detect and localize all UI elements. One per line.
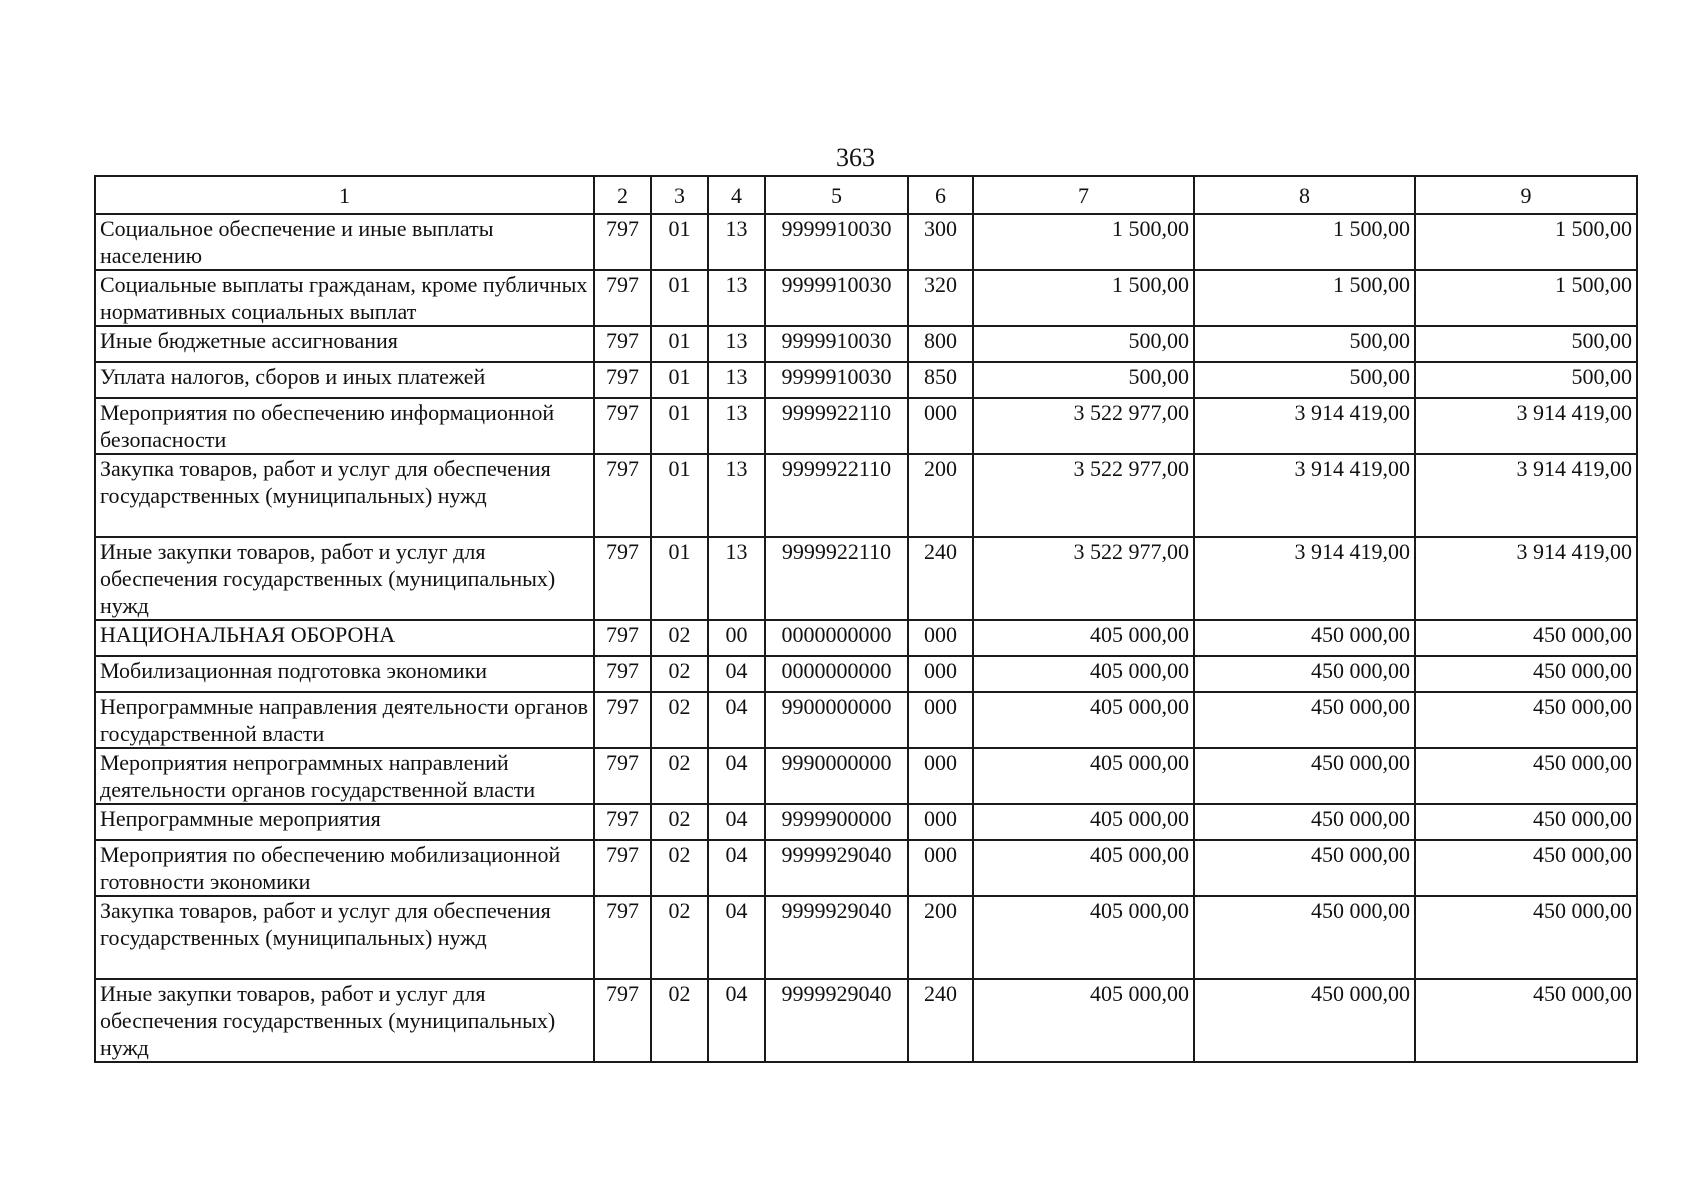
- cell-section: 02: [651, 620, 708, 656]
- cell-target-article: 9999922110: [765, 454, 908, 537]
- cell-amount-year-1: 1 500,00: [973, 270, 1194, 326]
- cell-target-article: 9999910030: [765, 270, 908, 326]
- table-row: [95, 979, 1637, 1062]
- cell-name: Мероприятия непрограммных направлений деятельности органов государственной власти: [95, 748, 594, 804]
- cell-amount-year-2: 450 000,00: [1194, 620, 1415, 656]
- cell-target-article: 9999910030: [765, 214, 908, 270]
- cell-ministry-code: 797: [594, 398, 651, 454]
- cell-amount-year-1: 3 522 977,00: [973, 537, 1194, 620]
- cell-target-article: 9990000000: [765, 748, 908, 804]
- cell-name: Иные закупки товаров, работ и услуг для обеспечения государственных (муниципальных) нужд: [95, 537, 594, 620]
- cell-amount-year-1: 405 000,00: [973, 979, 1194, 1062]
- cell-amount-year-3: 3 914 419,00: [1415, 454, 1637, 537]
- cell-target-article: 9999929040: [765, 840, 908, 896]
- column-header-5: 5: [765, 176, 908, 214]
- cell-expense-type: 000: [908, 748, 973, 804]
- cell-amount-year-3: 450 000,00: [1415, 804, 1637, 840]
- page-number: 363: [836, 143, 875, 172]
- cell-subsection: 04: [708, 748, 765, 804]
- cell-amount-year-3: 500,00: [1415, 362, 1637, 398]
- cell-target-article: 9999929040: [765, 979, 908, 1062]
- cell-amount-year-2: 500,00: [1194, 362, 1415, 398]
- table-row: [95, 362, 1637, 398]
- cell-name: Мероприятия по обеспечению информационной безопасности: [95, 398, 594, 454]
- cell-name: Мероприятия по обеспечению мобилизационной готовности экономики: [95, 840, 594, 896]
- table-row: [95, 692, 1637, 748]
- cell-name: Социальные выплаты гражданам, кроме публичных нормативных социальных выплат: [95, 270, 594, 326]
- cell-target-article: 9999900000: [765, 804, 908, 840]
- cell-section: 01: [651, 362, 708, 398]
- cell-ministry-code: 797: [594, 214, 651, 270]
- cell-section: 02: [651, 748, 708, 804]
- cell-expense-type: 200: [908, 454, 973, 537]
- cell-section: 01: [651, 326, 708, 362]
- cell-amount-year-1: 405 000,00: [973, 656, 1194, 692]
- cell-expense-type: 000: [908, 692, 973, 748]
- cell-name: Непрограммные мероприятия: [95, 804, 594, 840]
- cell-section: 01: [651, 270, 708, 326]
- cell-subsection: 13: [708, 398, 765, 454]
- cell-section: 02: [651, 979, 708, 1062]
- cell-name: Социальное обеспечение и иные выплаты населению: [95, 214, 594, 270]
- table-row: [95, 214, 1637, 270]
- cell-amount-year-3: 450 000,00: [1415, 896, 1637, 979]
- cell-subsection: 13: [708, 362, 765, 398]
- cell-amount-year-2: 450 000,00: [1194, 656, 1415, 692]
- cell-section: 02: [651, 692, 708, 748]
- cell-subsection: 13: [708, 214, 765, 270]
- cell-name: Иные бюджетные ассигнования: [95, 326, 594, 362]
- cell-target-article: 9999910030: [765, 326, 908, 362]
- cell-amount-year-3: 450 000,00: [1415, 748, 1637, 804]
- table-row: [95, 454, 1637, 537]
- cell-amount-year-3: 1 500,00: [1415, 214, 1637, 270]
- column-header-1: 1: [95, 176, 594, 214]
- cell-amount-year-2: 450 000,00: [1194, 692, 1415, 748]
- cell-name: Иные закупки товаров, работ и услуг для обеспечения государственных (муниципальных) нужд: [95, 979, 594, 1062]
- table-header: [95, 176, 1637, 214]
- cell-ministry-code: 797: [594, 326, 651, 362]
- cell-name: Закупка товаров, работ и услуг для обеспечения государственных (муниципальных) нужд: [95, 896, 594, 979]
- cell-section: 02: [651, 840, 708, 896]
- column-header-2: 2: [594, 176, 651, 214]
- cell-target-article: 0000000000: [765, 620, 908, 656]
- cell-expense-type: 240: [908, 537, 973, 620]
- header-row: [95, 176, 1637, 214]
- cell-amount-year-3: 450 000,00: [1415, 692, 1637, 748]
- cell-expense-type: 000: [908, 398, 973, 454]
- cell-amount-year-2: 500,00: [1194, 326, 1415, 362]
- column-header-7: 7: [973, 176, 1194, 214]
- cell-amount-year-1: 405 000,00: [973, 840, 1194, 896]
- cell-ministry-code: 797: [594, 896, 651, 979]
- cell-name: Мобилизационная подготовка экономики: [95, 656, 594, 692]
- cell-subsection: 04: [708, 979, 765, 1062]
- cell-subsection: 04: [708, 656, 765, 692]
- cell-name: Непрограммные направления деятельности органов государственной власти: [95, 692, 594, 748]
- cell-amount-year-3: 450 000,00: [1415, 620, 1637, 656]
- cell-amount-year-1: 405 000,00: [973, 804, 1194, 840]
- cell-amount-year-2: 3 914 419,00: [1194, 537, 1415, 620]
- cell-name: Закупка товаров, работ и услуг для обеспечения государственных (муниципальных) нужд: [95, 454, 594, 537]
- cell-amount-year-3: 3 914 419,00: [1415, 398, 1637, 454]
- cell-amount-year-3: 1 500,00: [1415, 270, 1637, 326]
- cell-subsection: 13: [708, 454, 765, 537]
- column-header-9: 9: [1415, 176, 1637, 214]
- cell-amount-year-3: 450 000,00: [1415, 656, 1637, 692]
- cell-target-article: 9999922110: [765, 537, 908, 620]
- cell-expense-type: 200: [908, 896, 973, 979]
- cell-target-article: 0000000000: [765, 656, 908, 692]
- cell-amount-year-2: 450 000,00: [1194, 748, 1415, 804]
- table-body: [95, 214, 1637, 1062]
- cell-subsection: 00: [708, 620, 765, 656]
- budget-table: [94, 175, 1638, 1063]
- cell-ministry-code: 797: [594, 748, 651, 804]
- cell-section: 02: [651, 804, 708, 840]
- cell-amount-year-2: 450 000,00: [1194, 896, 1415, 979]
- table-row: [95, 398, 1637, 454]
- cell-amount-year-1: 405 000,00: [973, 620, 1194, 656]
- column-header-4: 4: [708, 176, 765, 214]
- cell-target-article: 9900000000: [765, 692, 908, 748]
- cell-amount-year-1: 1 500,00: [973, 214, 1194, 270]
- cell-amount-year-1: 405 000,00: [973, 748, 1194, 804]
- cell-subsection: 13: [708, 326, 765, 362]
- cell-amount-year-2: 3 914 419,00: [1194, 398, 1415, 454]
- cell-section: 01: [651, 537, 708, 620]
- table-row: [95, 656, 1637, 692]
- cell-amount-year-2: 450 000,00: [1194, 804, 1415, 840]
- cell-expense-type: 320: [908, 270, 973, 326]
- cell-section: 01: [651, 214, 708, 270]
- column-header-8: 8: [1194, 176, 1415, 214]
- table-row: [95, 620, 1637, 656]
- cell-amount-year-2: 450 000,00: [1194, 979, 1415, 1062]
- cell-expense-type: 300: [908, 214, 973, 270]
- cell-expense-type: 850: [908, 362, 973, 398]
- cell-amount-year-3: 450 000,00: [1415, 840, 1637, 896]
- cell-target-article: 9999922110: [765, 398, 908, 454]
- cell-ministry-code: 797: [594, 620, 651, 656]
- cell-section: 02: [651, 896, 708, 979]
- cell-expense-type: 240: [908, 979, 973, 1062]
- cell-section: 01: [651, 398, 708, 454]
- cell-amount-year-1: 500,00: [973, 326, 1194, 362]
- cell-amount-year-1: 500,00: [973, 362, 1194, 398]
- table-row: [95, 804, 1637, 840]
- cell-subsection: 04: [708, 840, 765, 896]
- table-row: [95, 326, 1637, 362]
- cell-amount-year-2: 1 500,00: [1194, 270, 1415, 326]
- cell-name: Уплата налогов, сборов и иных платежей: [95, 362, 594, 398]
- cell-section: 02: [651, 656, 708, 692]
- cell-amount-year-3: 450 000,00: [1415, 979, 1637, 1062]
- cell-target-article: 9999910030: [765, 362, 908, 398]
- cell-amount-year-2: 450 000,00: [1194, 840, 1415, 896]
- cell-ministry-code: 797: [594, 270, 651, 326]
- cell-amount-year-1: 405 000,00: [973, 692, 1194, 748]
- cell-amount-year-1: 3 522 977,00: [973, 454, 1194, 537]
- cell-ministry-code: 797: [594, 454, 651, 537]
- cell-expense-type: 000: [908, 656, 973, 692]
- table-row: [95, 840, 1637, 896]
- cell-amount-year-2: 3 914 419,00: [1194, 454, 1415, 537]
- cell-name: НАЦИОНАЛЬНАЯ ОБОРОНА: [95, 620, 594, 656]
- cell-subsection: 04: [708, 896, 765, 979]
- cell-amount-year-1: 3 522 977,00: [973, 398, 1194, 454]
- cell-subsection: 04: [708, 804, 765, 840]
- cell-ministry-code: 797: [594, 537, 651, 620]
- cell-amount-year-3: 3 914 419,00: [1415, 537, 1637, 620]
- cell-expense-type: 800: [908, 326, 973, 362]
- cell-ministry-code: 797: [594, 362, 651, 398]
- cell-amount-year-1: 405 000,00: [973, 896, 1194, 979]
- cell-expense-type: 000: [908, 840, 973, 896]
- cell-expense-type: 000: [908, 620, 973, 656]
- cell-subsection: 04: [708, 692, 765, 748]
- cell-ministry-code: 797: [594, 656, 651, 692]
- column-header-3: 3: [651, 176, 708, 214]
- cell-target-article: 9999929040: [765, 896, 908, 979]
- cell-ministry-code: 797: [594, 692, 651, 748]
- cell-subsection: 13: [708, 537, 765, 620]
- table-row: [95, 537, 1637, 620]
- cell-ministry-code: 797: [594, 979, 651, 1062]
- table-row: [95, 748, 1637, 804]
- table-row: [95, 270, 1637, 326]
- cell-amount-year-2: 1 500,00: [1194, 214, 1415, 270]
- cell-expense-type: 000: [908, 804, 973, 840]
- cell-ministry-code: 797: [594, 840, 651, 896]
- column-header-6: 6: [908, 176, 973, 214]
- cell-section: 01: [651, 454, 708, 537]
- cell-amount-year-3: 500,00: [1415, 326, 1637, 362]
- cell-subsection: 13: [708, 270, 765, 326]
- table-row: [95, 896, 1637, 979]
- cell-ministry-code: 797: [594, 804, 651, 840]
